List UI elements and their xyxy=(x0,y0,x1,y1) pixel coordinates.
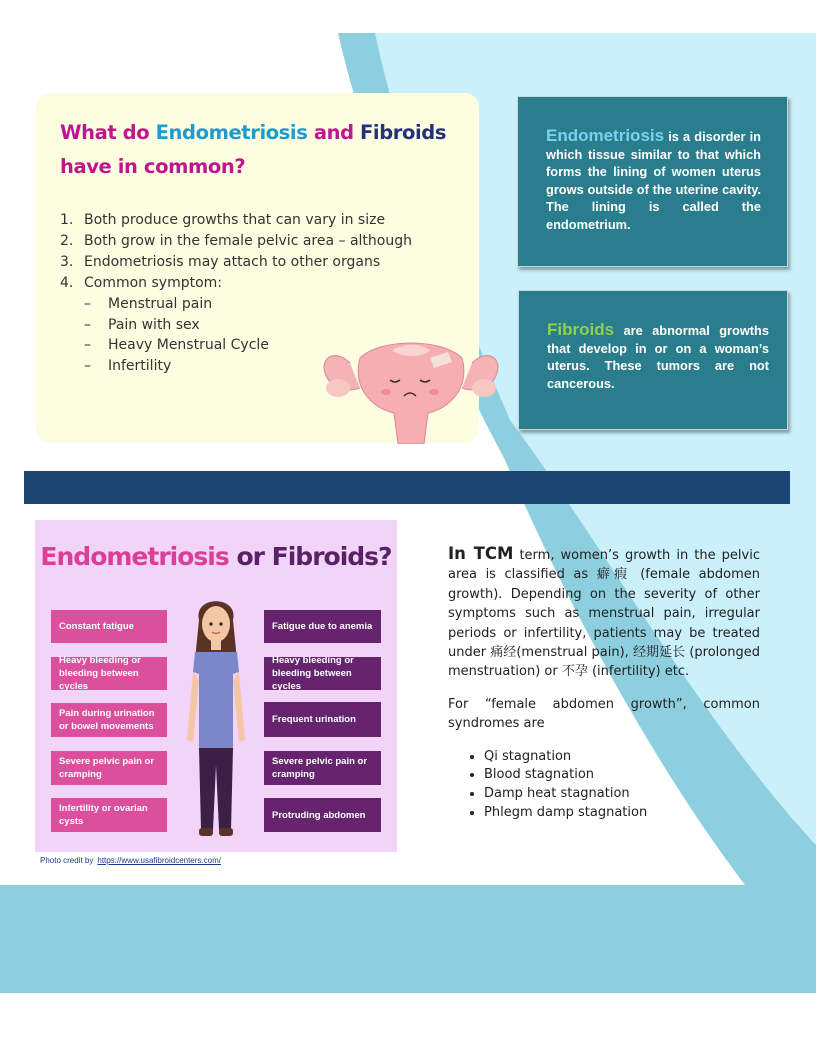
infographic-image xyxy=(35,520,397,852)
symptom-tag-fibroids: Fatigue due to anemia xyxy=(264,610,381,643)
syndrome-item: • Blood stagnation xyxy=(484,766,760,785)
syndrome-item: • Damp heat stagnation xyxy=(484,785,760,804)
tcm-syndromes-intro: For “female abdomen growth”, common syndromes are xyxy=(448,696,760,732)
symptom-item: – Menstrual pain xyxy=(84,296,213,312)
list-item: 3. Endometriosis may attach to other organs xyxy=(60,254,381,270)
symptom-tag-fibroids: Heavy bleeding or bleeding between cycles xyxy=(264,657,381,690)
syndrome-item: • Qi stagnation xyxy=(484,748,760,767)
symptom-tag-endometriosis: Pain during urination or bowel movements xyxy=(51,703,167,737)
tcm-lead: In TCM xyxy=(448,544,514,563)
symptom-tag-endometriosis: Infertility or ovarian cysts xyxy=(51,798,167,832)
symptom-tag-endometriosis: Constant fatigue xyxy=(51,610,167,643)
syndrome-list xyxy=(448,748,760,823)
symptom-tag-fibroids: Frequent urination xyxy=(264,702,381,737)
section-divider-band xyxy=(24,471,790,504)
uterus-illustration xyxy=(320,318,502,444)
fibroids-term: Fibroids xyxy=(547,320,615,339)
fibroids-definition-box: Fibroids are abnormal growths that develop in or on a woman’s uterus. These tumors are not cancerous. xyxy=(518,290,788,430)
syndrome-item: • Phlegm damp stagnation xyxy=(484,804,760,823)
title-endometriosis: Endometriosis xyxy=(155,121,308,144)
common-card-title: What do Endometriosis and Fibroids have in common? xyxy=(60,121,447,178)
tcm-paragraph: In TCM term, women’s growth in the pelvic area is classified as 癖瘕 (female abdomen growth). Depending on the severity of other symptoms such as menstrual pain, irregular periods or infertility, patients may be treated under 痛经(menstrual pain), 经期延长 (prolonged menstruation) or 不孕 (infertility) etc. xyxy=(448,544,760,680)
infographic-title: Endometriosis or Fibroids? xyxy=(40,542,392,571)
endometriosis-term: Endometriosis xyxy=(546,126,665,145)
symptom-tag-endometriosis: Severe pelvic pain or cramping xyxy=(51,751,167,785)
symptom-tag-fibroids: Severe pelvic pain or cramping xyxy=(264,751,381,785)
photo-credit: Photo credit by https://www.usafibroidcenters.com/ xyxy=(40,856,221,865)
title-fibroids: Fibroids xyxy=(360,121,447,144)
footer-band xyxy=(0,885,816,993)
list-item: 4. Common symptom: – Menstrual pain – Pain with sex – Heavy Menstrual Cycle – Infertility xyxy=(60,273,412,376)
credit-link[interactable]: https://www.usafibroidcenters.com/ xyxy=(97,856,221,865)
symptom-tag-fibroids: Protruding abdomen xyxy=(264,798,381,832)
symptom-item: – Heavy Menstrual Cycle xyxy=(84,337,269,353)
tcm-section xyxy=(448,544,760,823)
woman-figure xyxy=(181,590,251,850)
endometriosis-definition-box: Endometriosis is a disorder in which tissue similar to that which forms the lining of women uterus grows outside of the uterine cavity. The lining is called the endometrium. xyxy=(517,96,788,267)
list-item: 2. Both grow in the female pelvic area – although xyxy=(60,233,412,249)
list-item: 1. Both produce growths that can vary in size xyxy=(60,212,386,228)
symptom-tag-endometriosis: Heavy bleeding or bleeding between cycles xyxy=(51,657,167,690)
symptom-item: – Infertility xyxy=(84,357,172,374)
symptom-item: – Pain with sex xyxy=(84,316,200,333)
